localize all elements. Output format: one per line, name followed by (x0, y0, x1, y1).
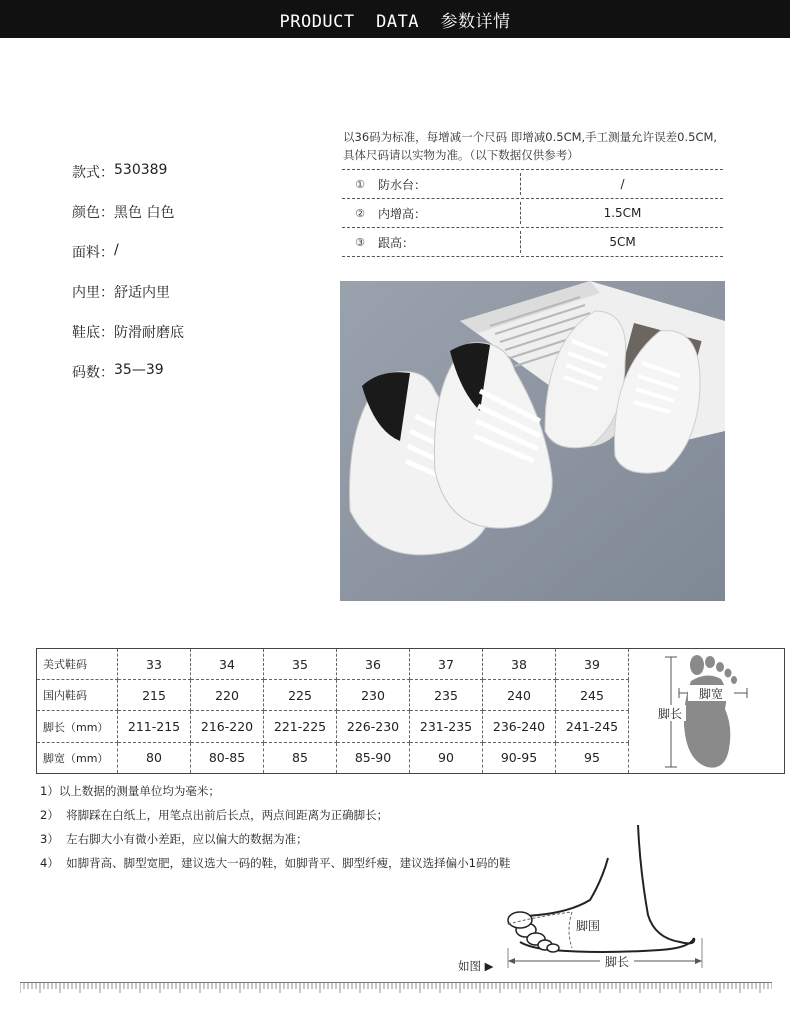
param-row (342, 199, 723, 228)
table-cell: 37 (410, 649, 483, 680)
table-cell: 85 (264, 742, 337, 773)
table-cell: 90-95 (483, 742, 556, 773)
note-line: 1）以上数据的测量单位均为毫米； (40, 784, 220, 798)
param-value: 5CM (609, 235, 636, 249)
table-cell: 235 (410, 680, 483, 711)
spec-list (72, 162, 184, 402)
table-row (37, 711, 629, 742)
row-header: 脚长（mm） (37, 711, 118, 742)
size-table (36, 648, 785, 774)
param-label: 跟高： (378, 235, 415, 250)
spec-sole (72, 322, 184, 362)
table-cell: 231-235 (410, 711, 483, 742)
spec-label: 鞋底： (72, 325, 114, 341)
table-row (37, 649, 629, 680)
param-number: ① (355, 177, 365, 191)
sneakers-image (340, 281, 725, 601)
size-note-line: 以36码为标准，每增减一个尺码 即增减0.5CM,手工测量允许误差0.5CM, (343, 130, 718, 144)
spec-value: 防滑耐磨底 (114, 325, 184, 341)
table-cell: 36 (337, 649, 410, 680)
as-shown-label (458, 958, 494, 974)
foot-width-label: 脚宽 (698, 687, 724, 701)
foot-length-label: 脚长 (657, 707, 683, 721)
table-row (37, 680, 629, 711)
header-bar (0, 0, 790, 38)
as-shown-text: 如图 (458, 959, 481, 973)
foot-measure-diagram (490, 820, 720, 980)
table-cell: 90 (410, 742, 483, 773)
spec-value: 35—39 (114, 362, 164, 378)
table-cell: 241-245 (556, 711, 629, 742)
spec-label: 内里： (72, 285, 114, 301)
product-photo (340, 281, 725, 601)
spec-lining (72, 282, 184, 322)
spec-sizes (72, 362, 184, 402)
row-header: 脚宽（mm） (37, 742, 118, 773)
ruler (20, 982, 772, 994)
table-cell: 230 (337, 680, 410, 711)
table-cell: 215 (118, 680, 191, 711)
size-note-line: 具体尺码请以实物为准。（以下数据仅供参考） (343, 147, 579, 162)
table-cell: 33 (118, 649, 191, 680)
param-label: 内增高： (378, 206, 427, 221)
param-value: 1.5CM (603, 206, 642, 220)
param-label: 防水台： (378, 177, 427, 192)
note-line: 4） 如脚背高、脚型宽肥，建议选大一码的鞋，如脚背平、脚型纤瘦，建议选择偏小1码的鞋 (40, 856, 511, 870)
param-value: / (620, 177, 625, 191)
table-cell: 35 (264, 649, 337, 680)
spec-value: 舒适内里 (114, 285, 170, 301)
table-cell: 221-225 (264, 711, 337, 742)
note-line: 2） 将脚踩在白纸上，用笔点出前后长点，两点间距离为正确脚长； (40, 808, 389, 822)
param-number: ③ (355, 235, 365, 249)
table-cell: 38 (483, 649, 556, 680)
table-cell: 39 (556, 649, 629, 680)
table-cell: 236-240 (483, 711, 556, 742)
table-cell: 80-85 (191, 742, 264, 773)
table-cell: 85-90 (337, 742, 410, 773)
spec-label: 面料： (72, 245, 114, 261)
param-row (342, 170, 723, 199)
table-cell: 240 (483, 680, 556, 711)
triangle-right-icon: ▶ (481, 959, 494, 973)
param-row (342, 228, 723, 257)
table-cell: 95 (556, 742, 629, 773)
spec-style (72, 162, 184, 202)
spec-value: 530389 (114, 162, 168, 178)
param-table (342, 169, 723, 257)
spec-fabric (72, 242, 184, 282)
spec-value: 黑色 白色 (114, 205, 175, 221)
footprint-icon (629, 649, 784, 773)
size-note (343, 129, 743, 164)
girth-label: 脚围 (576, 919, 601, 933)
spec-label: 颜色： (72, 205, 114, 221)
row-header: 国内鞋码 (37, 680, 118, 711)
length-label: 脚长 (604, 955, 630, 969)
note-line: 3） 左右脚大小有微小差距，应以偏大的数据为准； (40, 832, 308, 846)
spec-label: 款式： (72, 165, 114, 181)
page-title: PRODUCT DATA 参数详情 (279, 11, 511, 32)
foot-diagram-box (629, 649, 784, 773)
spec-label: 码数： (72, 365, 114, 381)
spec-color (72, 202, 184, 242)
table-row (37, 742, 629, 773)
table-cell: 220 (191, 680, 264, 711)
table-cell: 34 (191, 649, 264, 680)
spec-value: / (114, 242, 119, 258)
table-cell: 245 (556, 680, 629, 711)
table-cell: 226-230 (337, 711, 410, 742)
table-cell: 80 (118, 742, 191, 773)
measurement-notes (40, 783, 510, 879)
row-header: 美式鞋码 (37, 649, 118, 680)
table-cell: 211-215 (118, 711, 191, 742)
param-number: ② (355, 206, 365, 220)
table-cell: 225 (264, 680, 337, 711)
table-cell: 216-220 (191, 711, 264, 742)
